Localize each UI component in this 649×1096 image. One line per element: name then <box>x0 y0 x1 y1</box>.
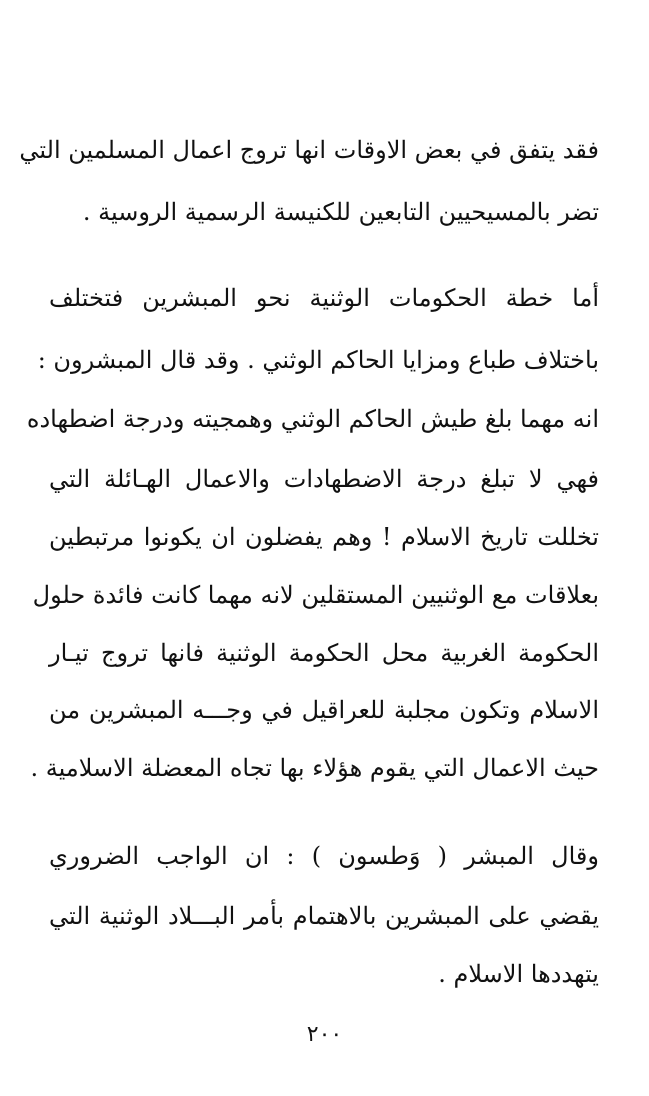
text-line: وقال المبشر ( وَطسون ) : ان الواجب الضروري <box>49 842 599 870</box>
text-line: بعلاقات مع الوثنيين المستقلين لانه مهما كانت فائدة حلول <box>32 581 599 609</box>
text-line: يقضي على المبشرين بالاهتمام بأمر البـــلاد الوثنية التي <box>49 902 599 930</box>
text-line: تضر بالمسيحيين التابعين للكنيسة الرسمية الروسية . <box>82 198 599 226</box>
text-line: يتهددها الاسلام . <box>438 960 599 988</box>
text-line: الاسلام وتكون مجلبة للعراقيل في وجـــه المبشرين من <box>49 696 599 724</box>
text-line: انه مهما بلغ طيش الحاكم الوثني وهمجيته ودرجة اضطهاده <box>26 405 599 433</box>
text-line: تخللت تاريخ الاسلام ! وهم يفضلون ان يكونوا مرتبطين <box>49 523 599 551</box>
text-line: فقد يتفق في بعض الاوقات انها تروج اعمال المسلمين التي <box>19 136 599 164</box>
text-line: باختلاف طباع ومزايا الحاكم الوثني . وقد قال المبشرون : <box>37 346 599 374</box>
text-line: فهي لا تبلغ درجة الاضطهادات والاعمال الهـائلة التي <box>49 465 599 493</box>
page-number: ٢٠٠ <box>306 1022 343 1047</box>
text-line: أما خطة الحكومات الوثنية نحو المبشرين فتختلف <box>49 284 599 312</box>
text-line: حيث الاعمال التي يقوم هؤلاء بها تجاه المعضلة الاسلامية . <box>30 754 599 782</box>
text-line: الحكومة الغربية محل الحكومة الوثنية فانها تروج تيـار <box>49 639 599 667</box>
